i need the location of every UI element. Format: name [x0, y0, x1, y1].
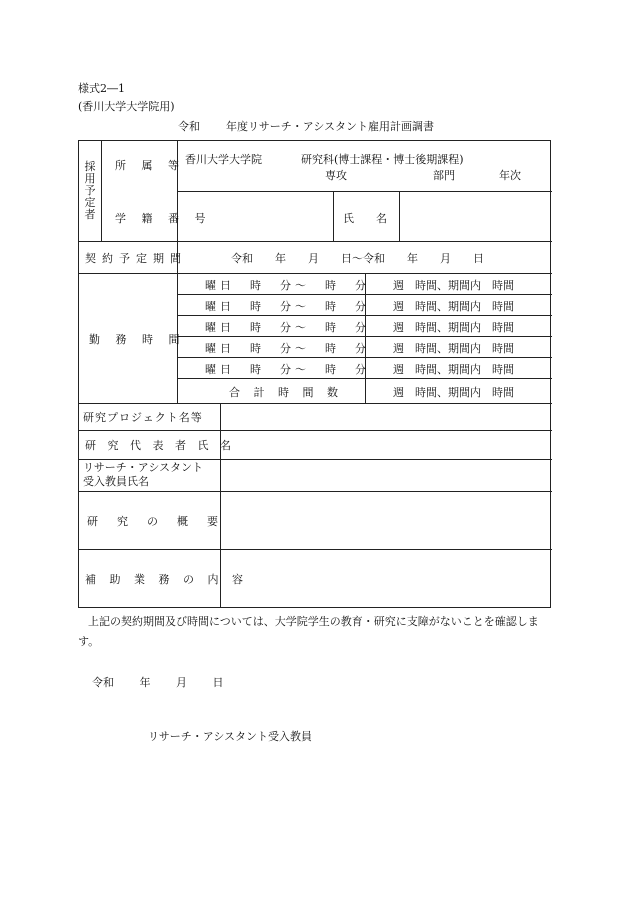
host-faculty-label: リサーチ・アシスタント 受入教員氏名 [83, 461, 204, 488]
name-label: 氏 名 [343, 212, 387, 225]
contract-period-value: 令和 年 月 日～令和 年 月 日 [231, 252, 484, 265]
affiliation-label: 所 属 等 [115, 159, 185, 172]
lead-researcher-label: 研 究 代 表 者 氏 名 [85, 439, 235, 452]
major-label: 専攻 [325, 169, 347, 182]
document-title [178, 118, 434, 134]
total-hours-row: 合 計 時 間 数 週 時間、期間内 時間 [229, 386, 514, 399]
assistant-duties-label: 補 助 業 務 の 内 容 [85, 573, 248, 586]
confirmation-text: 上記の契約期間及び時間については、大学院学生の教育・研究に支障がないことを確認します。 [78, 615, 539, 648]
project-name-label: 研究プロジェクト名等 [83, 411, 203, 424]
work-hours-label: 勤 務 時 間 [89, 333, 186, 346]
form-number: 様式2―1 [78, 82, 125, 95]
applicant-label: 採 用 予 定 者 [84, 160, 96, 221]
contract-period-label: 契約予定期間 [85, 252, 187, 265]
schedule-row: 曜日 時 分～ 時 分 週 時間、期間内 時間 [205, 342, 514, 355]
date-line: 令和 年 月 日 [92, 676, 224, 689]
student-number-label: 学 籍 番 号 [115, 212, 212, 225]
form-subtitle: (香川大学大学院用) [78, 100, 175, 113]
rа-plan-table [78, 140, 551, 608]
schedule-row: 曜日 時 分～ 時 分 週 時間、期間内 時間 [205, 363, 514, 376]
schedule-row: 曜日 時 分～ 時 分 週 時間、期間内 時間 [205, 279, 514, 292]
department-label: 部門 [433, 169, 455, 182]
year-label: 年次 [499, 169, 521, 182]
schedule-row: 曜日 時 分～ 時 分 週 時間、期間内 時間 [205, 300, 514, 313]
affiliation-school: 香川大学大学院 [185, 153, 262, 166]
schedule-row: 曜日 時 分～ 時 分 週 時間、期間内 時間 [205, 321, 514, 334]
affiliation-course: 研究科(博士課程・博士後期課程) [301, 153, 464, 166]
title-main: 年度リサーチ・アシスタント雇用計画調書 [226, 120, 435, 133]
signer-label: リサーチ・アシスタント受入教員 [148, 730, 313, 743]
research-summary-label: 研 究 の 概 要 [87, 515, 222, 528]
title-era: 令和 [178, 120, 200, 133]
